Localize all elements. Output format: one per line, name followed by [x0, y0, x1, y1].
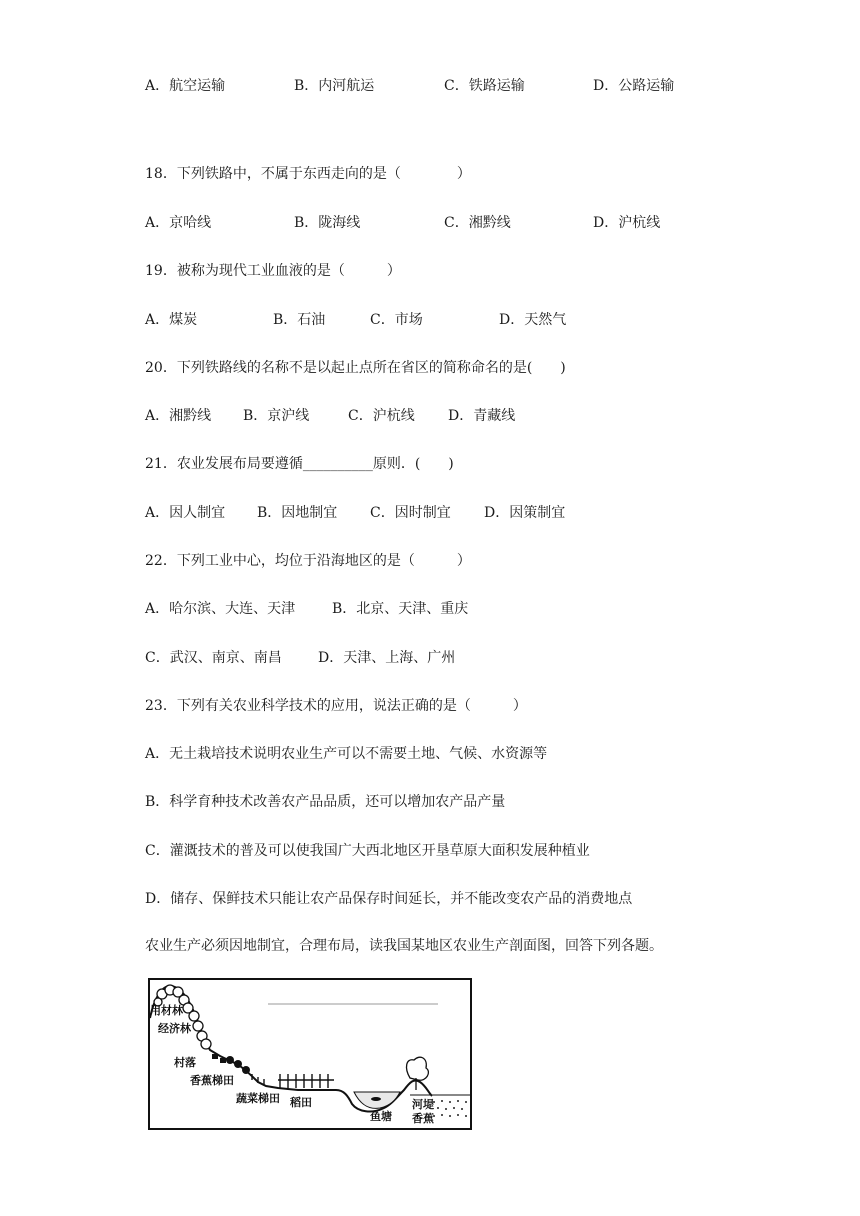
agriculture-profile-figure [148, 978, 472, 1130]
fish-icon [371, 1097, 381, 1101]
q18-stem: 18．下列铁路中，不属于东西走向的是（ ） [145, 166, 471, 182]
label-banana: 香蕉 [412, 1112, 434, 1125]
label-economic-forest: 经济林 [158, 1022, 191, 1035]
q23-option-a: A．无土栽培技术说明农业生产可以不需要土地、气候、水资源等 [145, 746, 548, 762]
q17-option-a: A．航空运输 [145, 78, 226, 94]
q17-option-d: D．公路运输 [593, 78, 675, 94]
label-banana-terrace: 香蕉梯田 [190, 1074, 234, 1087]
label-fish-pond: 鱼塘 [370, 1110, 392, 1123]
q18-option-b: B．陇海线 [294, 215, 361, 231]
q21-option-a: A．因人制宜 [145, 505, 226, 521]
q21-option-c: C．因时制宜 [370, 505, 451, 521]
q17-option-c: C．铁路运输 [444, 78, 525, 94]
q23-option-c: C．灌溉技术的普及可以使我国广大西北地区开垦草原大面积发展种植业 [145, 843, 590, 859]
q22-option-c: C．武汉、南京、南昌 [145, 650, 282, 666]
q17-option-b: B．内河航运 [294, 78, 375, 94]
q20-option-b: B．京沪线 [243, 408, 310, 424]
q19-option-a: A．煤炭 [145, 312, 198, 328]
q23-option-b: B．科学育种技术改善农产品品质，还可以增加农产品产量 [145, 794, 506, 810]
q20-option-d: D．青藏线 [448, 408, 516, 424]
q20-stem: 20．下列铁路线的名称不是以起止点所在省区的简称命名的是( ) [145, 360, 566, 376]
label-levee: 河堤 [412, 1098, 434, 1111]
q22-option-d: D．天津、上海、广州 [318, 650, 456, 666]
q23-stem: 23．下列有关农业科学技术的应用，说法正确的是（ ） [145, 698, 527, 714]
figure-intro: 农业生产必须因地制宜，合理布局，读我国某地区农业生产剖面图，回答下列各题。 [145, 938, 663, 954]
label-timber-forest: 用材林 [150, 1004, 183, 1017]
q22-stem: 22．下列工业中心，均位于沿海地区的是（ ） [145, 553, 471, 569]
label-paddy: 稻田 [290, 1096, 312, 1109]
q19-option-d: D．天然气 [499, 312, 567, 328]
q18-option-c: C．湘黔线 [444, 215, 511, 231]
agriculture-profile-svg [148, 978, 472, 1130]
label-vegetable-terrace: 蔬菜梯田 [236, 1092, 280, 1105]
q23-option-d: D．储存、保鲜技术只能让农产品保存时间延长，并不能改变农产品的消费地点 [145, 891, 633, 907]
q21-option-d: D．因策制宜 [484, 505, 566, 521]
q19-option-b: B．石油 [273, 312, 326, 328]
q20-option-a: A．湘黔线 [145, 408, 212, 424]
q18-option-d: D．沪杭线 [593, 215, 661, 231]
q22-option-a: A．哈尔滨、大连、天津 [145, 601, 296, 617]
q22-option-b: B．北京、天津、重庆 [332, 601, 469, 617]
q19-option-c: C．市场 [370, 312, 423, 328]
q21-stem: 21．农业发展布局要遵循__________原则．( ) [145, 456, 454, 472]
q18-option-a: A．京哈线 [145, 215, 212, 231]
q19-stem: 19．被称为现代工业血液的是（ ） [145, 263, 401, 279]
q20-option-c: C．沪杭线 [348, 408, 415, 424]
q21-option-b: B．因地制宜 [257, 505, 338, 521]
label-village: 村落 [174, 1056, 196, 1069]
